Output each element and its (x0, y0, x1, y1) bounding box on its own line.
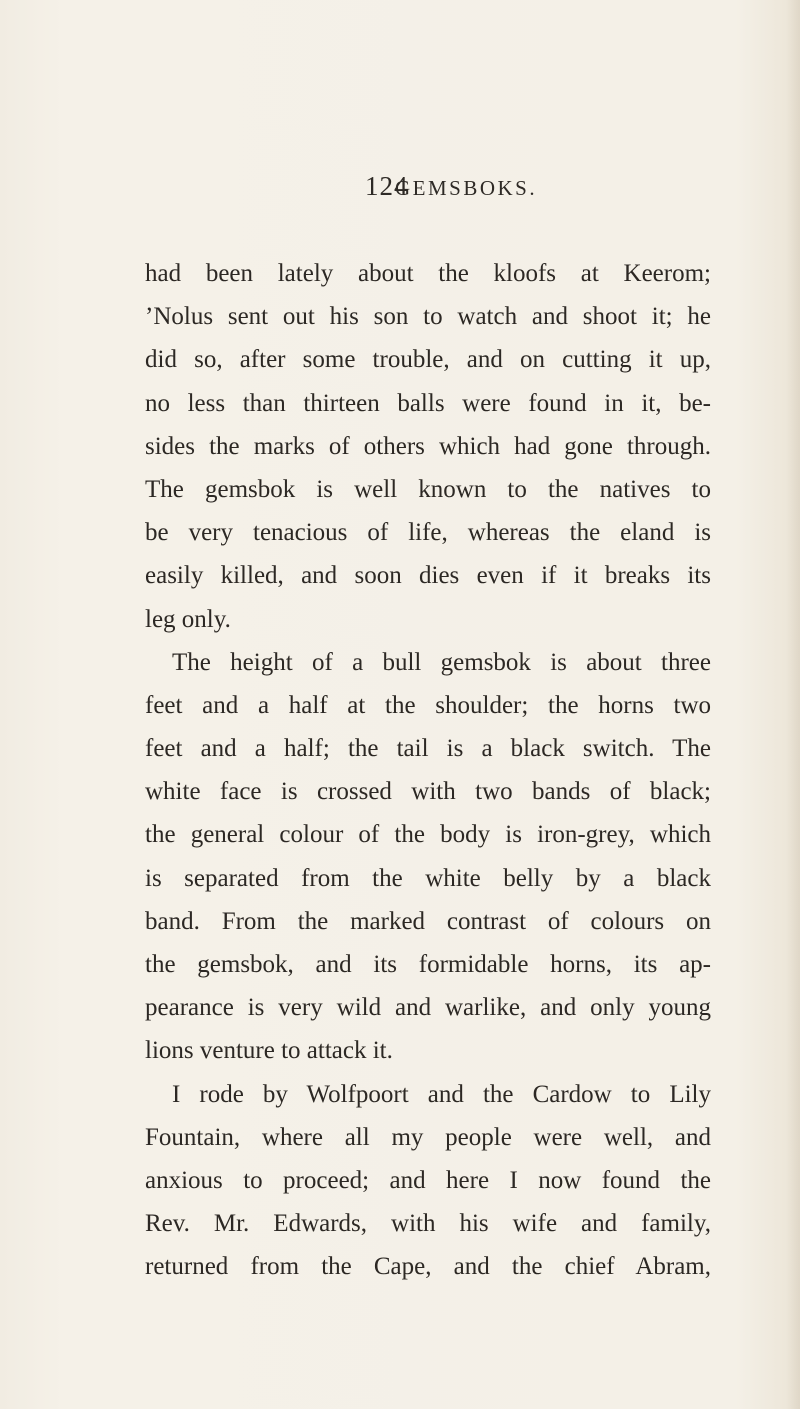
text-line: I rode by Wolfpoort and the Cardow to Lily (172, 1080, 711, 1108)
text-line: did so, after some trouble, and on cutting it up, (145, 346, 711, 374)
text-line: the gemsbok, and its formidable horns, its ap- (145, 951, 711, 978)
text-line: band. From the marked contrast of colours on (145, 907, 711, 935)
text-line: Rev. Mr. Edwards, with his wife and family, (145, 1210, 711, 1238)
text-line: ’Nolus sent out his son to watch and shoot it; he (145, 303, 711, 331)
text-line: The height of a bull gemsbok is about three (172, 648, 711, 676)
text-line: be very tenacious of life, whereas the eland is (145, 519, 711, 547)
text-line: easily killed, and soon dies even if it breaks its (145, 562, 711, 590)
text-line: the general colour of the body is iron-grey, which (145, 821, 711, 849)
body-text (145, 252, 711, 1289)
running-title: GEMSBOKS. (395, 176, 538, 200)
page-edge-shadow (786, 0, 800, 1409)
text-line: had been lately about the kloofs at Keerom; (145, 260, 711, 287)
text-line: is separated from the white belly by a black (145, 864, 711, 892)
text-line: white face is crossed with two bands of black; (145, 778, 711, 806)
text-line: sides the marks of others which had gone through. (145, 432, 711, 460)
page-number: 124 (365, 171, 409, 201)
text-line: lions venture to attack it. (145, 1037, 393, 1065)
text-line: feet and a half; the tail is a black switch. The (145, 735, 711, 763)
text-line: returned from the Cape, and the chief Abram, (145, 1253, 711, 1281)
text-line: no less than thirteen balls were found in it, be- (145, 389, 711, 417)
running-head (365, 168, 765, 204)
text-line: pearance is very wild and warlike, and only young (145, 994, 711, 1022)
text-line: feet and a half at the shoulder; the horns two (145, 691, 711, 719)
text-line: Fountain, where all my people were well, and (145, 1123, 711, 1151)
text-line: anxious to proceed; and here I now found the (145, 1166, 711, 1194)
text-line: The gemsbok is well known to the natives to (145, 475, 711, 503)
text-line: leg only. (145, 605, 231, 633)
